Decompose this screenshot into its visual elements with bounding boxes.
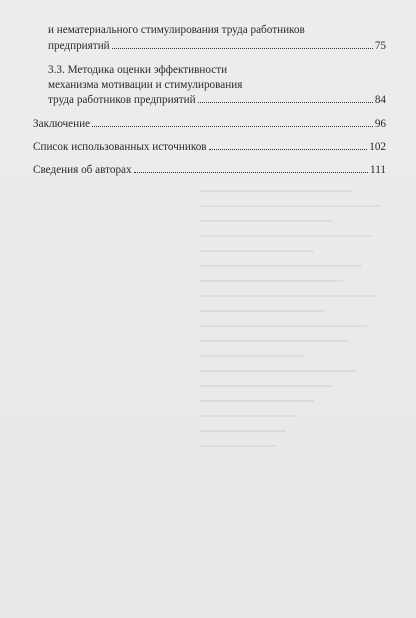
toc-entry-2-line-3: труда работников предприятий: [48, 94, 196, 106]
dot-leader: [198, 102, 373, 103]
toc-entry-2-row[interactable]: [48, 93, 386, 108]
toc-entry-1-line-1: и нематериального стимулирования труда работников: [48, 24, 305, 36]
dot-leader: [209, 149, 368, 150]
toc-entry-5-title: Сведения об авторах: [33, 164, 132, 176]
toc-entry-4-title: Список использованных источников: [33, 141, 207, 153]
dot-leader: [92, 126, 373, 127]
toc-entry-5-page: 111: [370, 164, 386, 176]
toc-entry-1-line-2: предприятий: [48, 40, 110, 52]
toc-entry-3-row[interactable]: [33, 117, 386, 132]
toc-entry-5-row[interactable]: [33, 163, 386, 178]
toc-entry-1-row[interactable]: [48, 39, 386, 54]
toc-entry-3-title: Заключение: [33, 118, 91, 130]
toc-entry-1-page: 75: [374, 40, 386, 52]
toc-entry-3-page: 96: [374, 118, 386, 130]
toc-entry-2-line-2: механизма мотивации и стимулирования: [48, 79, 243, 91]
dot-leader: [112, 48, 373, 49]
dot-leader: [134, 172, 368, 173]
toc-entry-4-row[interactable]: [33, 140, 386, 155]
toc-entry-4-page: 102: [369, 141, 386, 153]
toc-entry-2-line-1: 3.3. Методика оценки эффективности: [48, 64, 228, 76]
toc-entry-2-page: 84: [374, 94, 386, 106]
bleed-through-texture: [200, 190, 390, 520]
